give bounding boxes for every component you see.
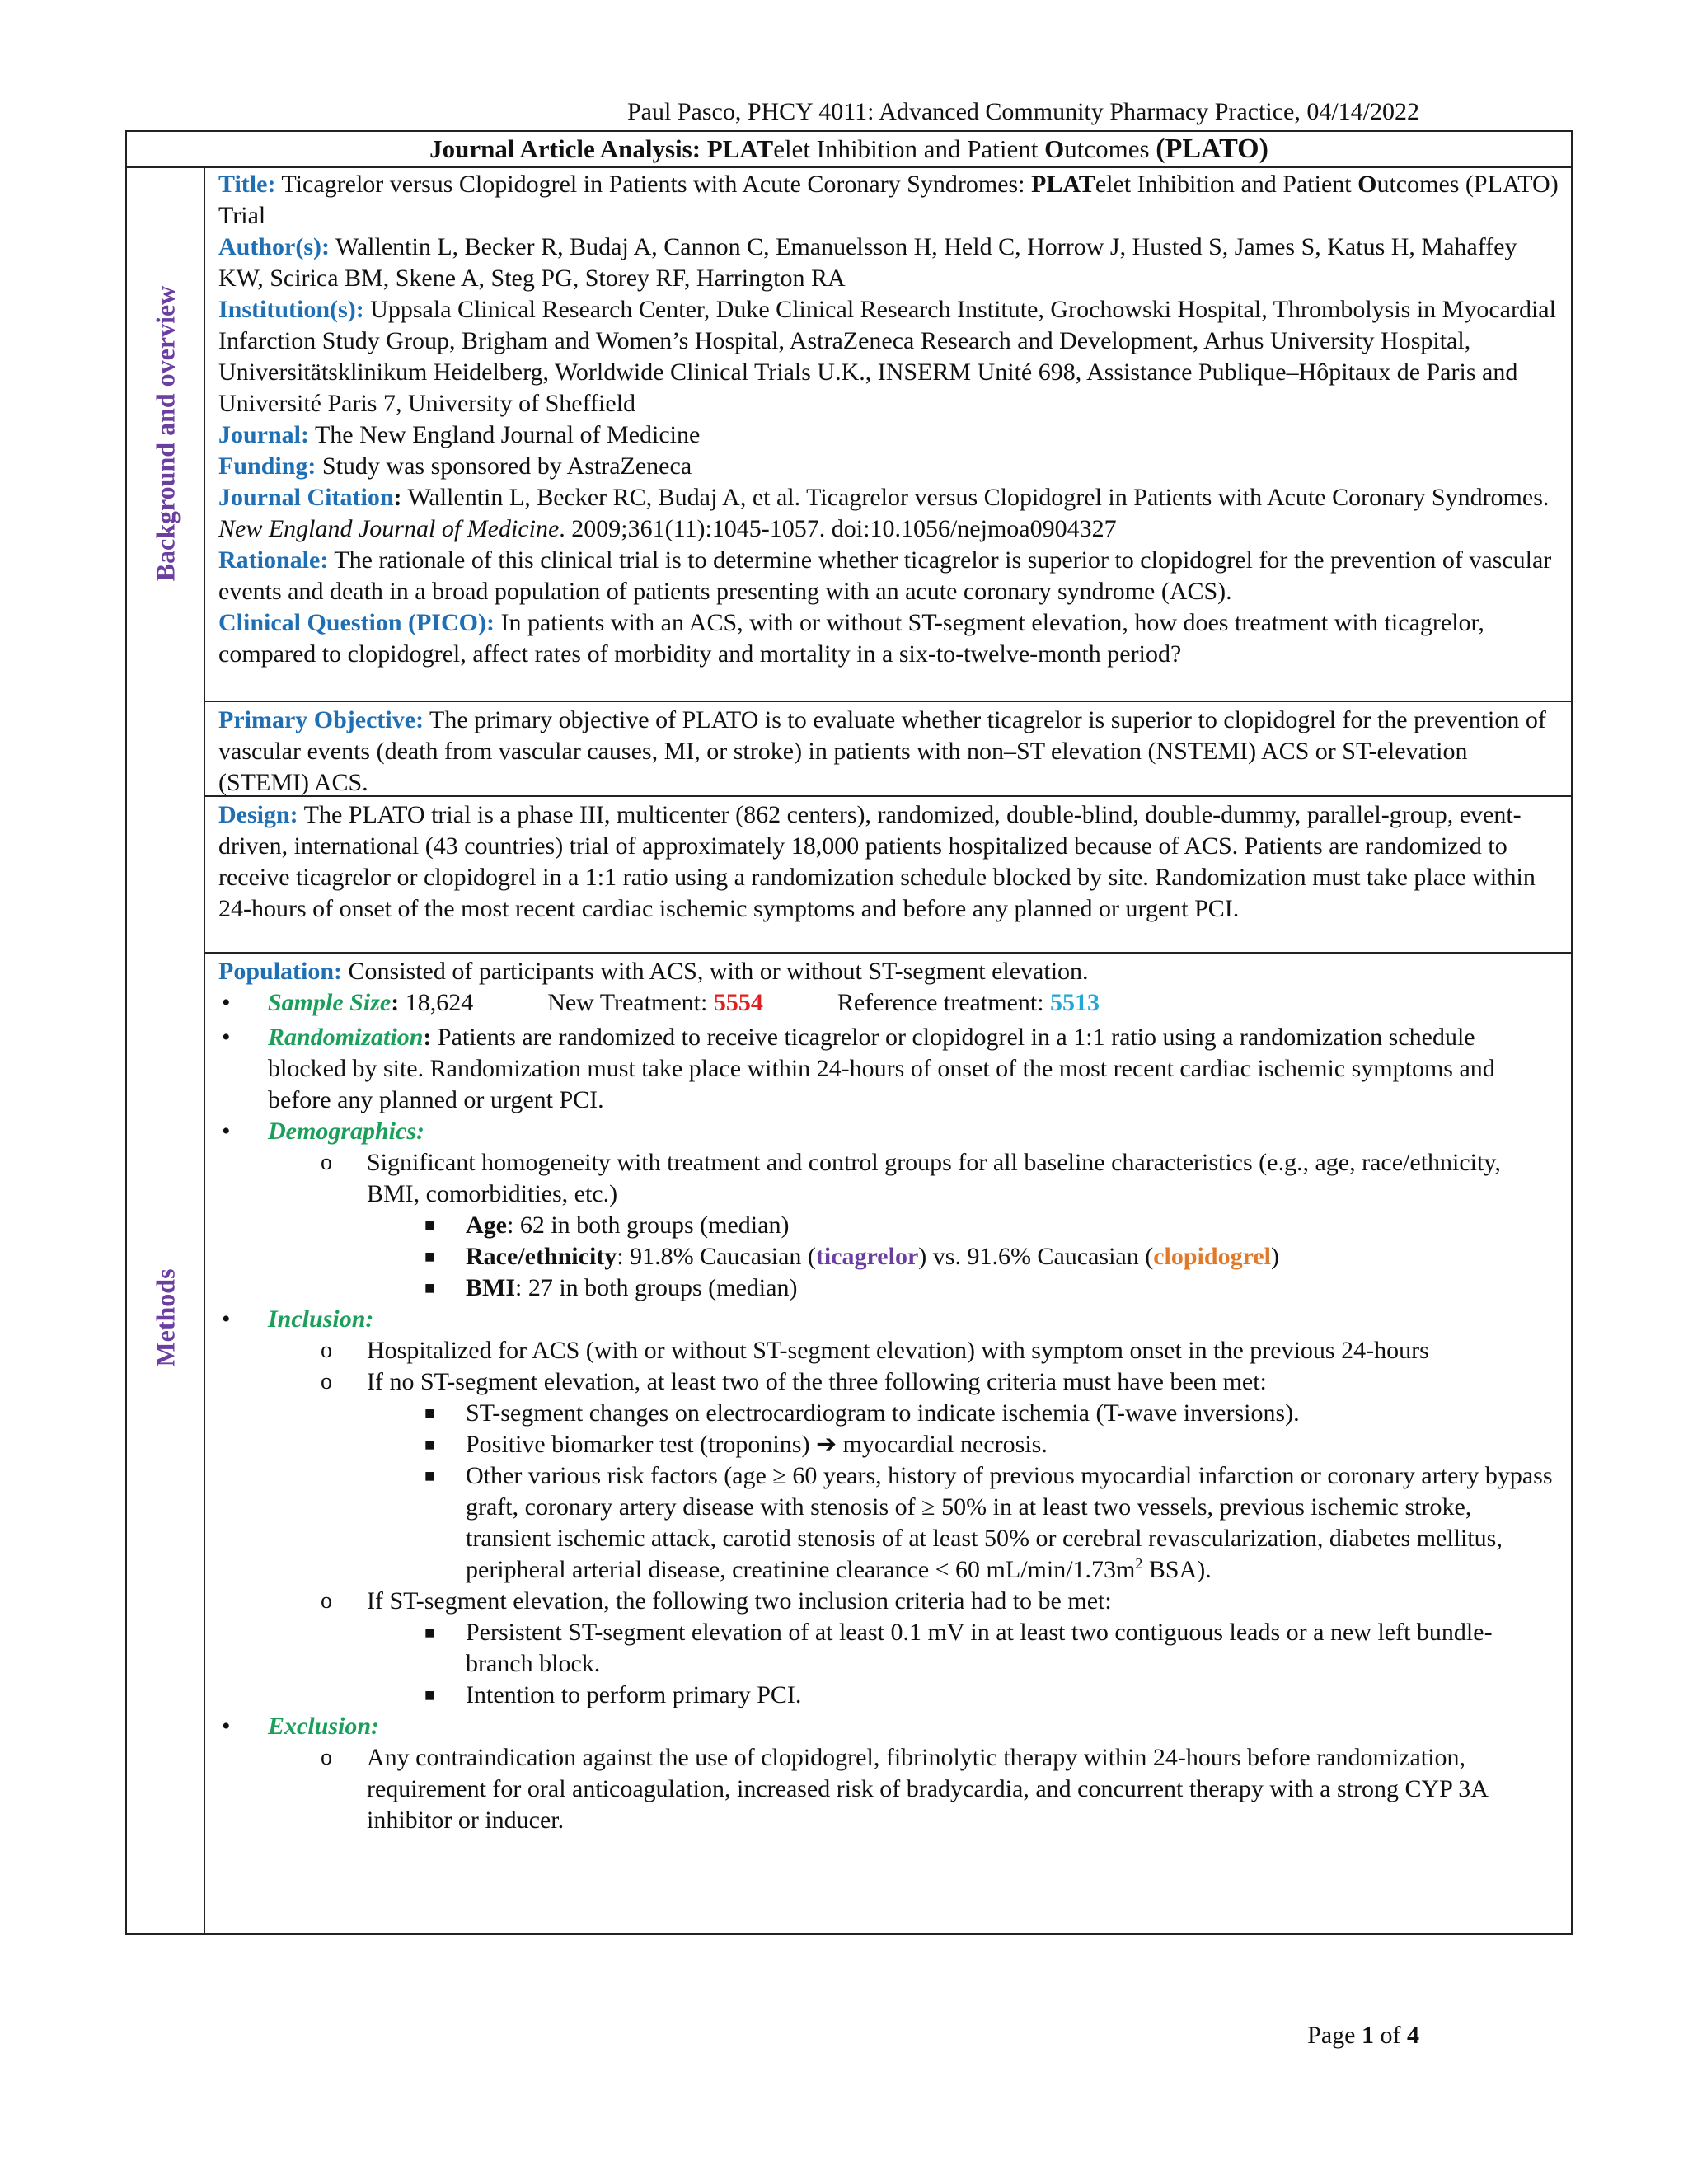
inclusion-subitem-3: o If ST-segment elevation, the following two inclusion criteria had to be met: bbox=[321, 1587, 1112, 1615]
title-entry: Title: Ticagrelor versus Clopidogrel in Patients with Acute Coronary Syndromes: PLATelet Inhibition and Patient Outcomes (PLATO) Trial bbox=[218, 171, 1559, 229]
bmi-item: ■ BMI: 27 in both groups (median) bbox=[424, 1274, 798, 1301]
page-footer: Page 1 of 4 bbox=[1307, 2022, 1419, 2049]
design-cell: Design: The PLATO trial is a phase III, multicenter (862 centers), randomized, double-blind, double-dummy, parallel-group, event-driven, international (43 countries) trial of approximately 18,000 patients hospitalized because of ACS. Patients are randomized to receive ticagrelor or clopidogrel in a 1:1 ratio using a randomization schedule blocked by site. Randomization must take place within 24-hours of onset of the most recent cardiac ischemic symptoms and before any planned or urgent PCI. bbox=[205, 795, 1571, 952]
randomization-item: • Randomization: Patients are randomized to receive ticagrelor or clopidogrel in a 1:1 ratio using a randomization schedule blocked by site. Randomization must take place within 24-hours of onset of the most recent cardiac ischemic symptoms and before any planned or urgent PCI. bbox=[222, 1024, 1495, 1113]
arrow-icon: ➔ bbox=[815, 1431, 837, 1458]
population-cell bbox=[205, 952, 1571, 1935]
exclusion-item: • Exclusion: bbox=[222, 1713, 380, 1740]
methods-section-label: Methods bbox=[127, 701, 205, 1935]
inclusion-criterion-2c: ■ Other various risk factors (age ≥ 60 years, history of previous myocardial infarction or coronary artery bypass graft, coronary artery disease with stenosis of ≥ 50% in at least two vessels, previous ischemic stroke, transient ischemic attack, carotid stenosis of at least 50% or cerebral revascularization, diabetes mellitus, peripheral arterial disease, creatinine clearance < 60 $mL/\min/1.73m^2$ BSA). bbox=[424, 1462, 1553, 1583]
inclusion-criterion-2a: ■ ST-segment changes on electrocardiogram to indicate ischemia (T-wave inversions). bbox=[424, 1399, 1300, 1427]
inclusion-item: • Inclusion: bbox=[222, 1305, 374, 1333]
rationale-entry: Rationale: The rationale of this clinical trial is to determine whether ticagrelor is superior to clopidogrel for the prevention of vascular events and death in a broad population of patients presenting with an acute coronary syndrome (ACS). bbox=[218, 546, 1552, 605]
new-treatment-count: 5554 bbox=[713, 989, 763, 1016]
demographics-subitem: o Significant homogeneity with treatment and control groups for all baseline characteristics (e.g., age, race/ethnicity, BMI, comorbidities, etc.) bbox=[321, 1149, 1501, 1207]
inclusion-criterion-2b: ■ Positive biomarker test (troponins) ➔ myocardial necrosis. bbox=[424, 1431, 1048, 1458]
background-section-label: Background and overview bbox=[127, 166, 205, 701]
background-cell bbox=[205, 166, 1571, 701]
funding-entry: Funding: Study was sponsored by AstraZeneca bbox=[218, 452, 692, 480]
page-header: Paul Pasco, PHCY 4011: Advanced Community Pharmacy Practice, 04/14/2022 bbox=[627, 98, 1419, 125]
inclusion-criterion-3b: ■ Intention to perform primary PCI. bbox=[424, 1681, 802, 1708]
age-item: ■ Age: 62 in both groups (median) bbox=[424, 1212, 790, 1239]
race-item: ■ Race/ethnicity: 91.8% Caucasian (ticagrelor) vs. 91.6% Caucasian (clopidogrel) bbox=[424, 1243, 1279, 1270]
exclusion-subitem-1: o Any contraindication against the use of clopidogrel, fibrinolytic therapy within 24-hours before randomization, requirement for oral anticoagulation, increased risk of bradycardia, and concurrent therapy with a strong CYP 3A inhibitor or inducer. bbox=[321, 1744, 1488, 1834]
reference-treatment-count: 5513 bbox=[1050, 989, 1100, 1016]
population-entry: Population: Consisted of participants with ACS, with or without ST-segment elevation. bbox=[218, 958, 1089, 985]
analysis-table bbox=[125, 130, 1573, 1935]
inclusion-criterion-3a: ■ Persistent ST-segment elevation of at least 0.1 mV in at least two contiguous leads or a new left bundle-branch block. bbox=[424, 1619, 1493, 1677]
journal-entry: Journal: The New England Journal of Medicine bbox=[218, 421, 701, 448]
citation-entry: Journal Citation: Wallentin L, Becker RC, Budaj A, et al. Ticagrelor versus Clopidogrel in Patients with Acute Coronary Syndromes. New England Journal of Medicine. 2009;361(11):1045-1057. doi:10.1056/nejmoa0904327 bbox=[218, 484, 1550, 542]
authors-entry: Author(s): Wallentin L, Becker R, Budaj A, Cannon C, Emanuelsson H, Held C, Horrow J, Husted S, James S, Katus H, Mahaffey KW, Scirica BM, Skene A, Steg PG, Storey RF, Harrington RA bbox=[218, 233, 1517, 292]
objective-cell: Primary Objective: The primary objective of PLATO is to evaluate whether ticagrelor is superior to clopidogrel for the prevention of vascular events (death from vascular causes, MI, or stroke) in patients with non–ST elevation (NSTEMI) ACS or ST-elevation (STEMI) ACS. bbox=[205, 701, 1571, 795]
inclusion-subitem-1: o Hospitalized for ACS (with or without ST-segment elevation) with symptom onset in the previous 24-hours bbox=[321, 1337, 1429, 1364]
sample-size-item: • Sample Size: 18,624 New Treatment: 5554 Reference treatment: 5513 bbox=[222, 989, 1100, 1016]
table-title: Journal Article Analysis: PLATelet Inhibition and Patient Outcomes (PLATO) bbox=[127, 132, 1571, 168]
demographics-item: • Demographics: bbox=[222, 1118, 424, 1145]
institutions-entry: Institution(s): Uppsala Clinical Research Center, Duke Clinical Research Institute, Grochowski Hospital, Thrombolysis in Myocardial Infarction Study Group, Brigham and Women’s Hospital, AstraZeneca Research and Development, Arhus University Hospital, Universitätsklinikum Heidelberg, Worldwide Clinical Trials U.K., INSERM Unité 698, Assistance Publique–Hôpitaux de Paris and Université Paris 7, University of Sheffield bbox=[218, 296, 1556, 417]
pico-entry: Clinical Question (PICO): In patients with an ACS, with or without ST-segment elevation, how does treatment with ticagrelor, compared to clopidogrel, affect rates of morbidity and mortality in a six-to-twelve-month period? bbox=[218, 609, 1484, 668]
inclusion-subitem-2: o If no ST-segment elevation, at least two of the three following criteria must have been met: bbox=[321, 1368, 1267, 1395]
